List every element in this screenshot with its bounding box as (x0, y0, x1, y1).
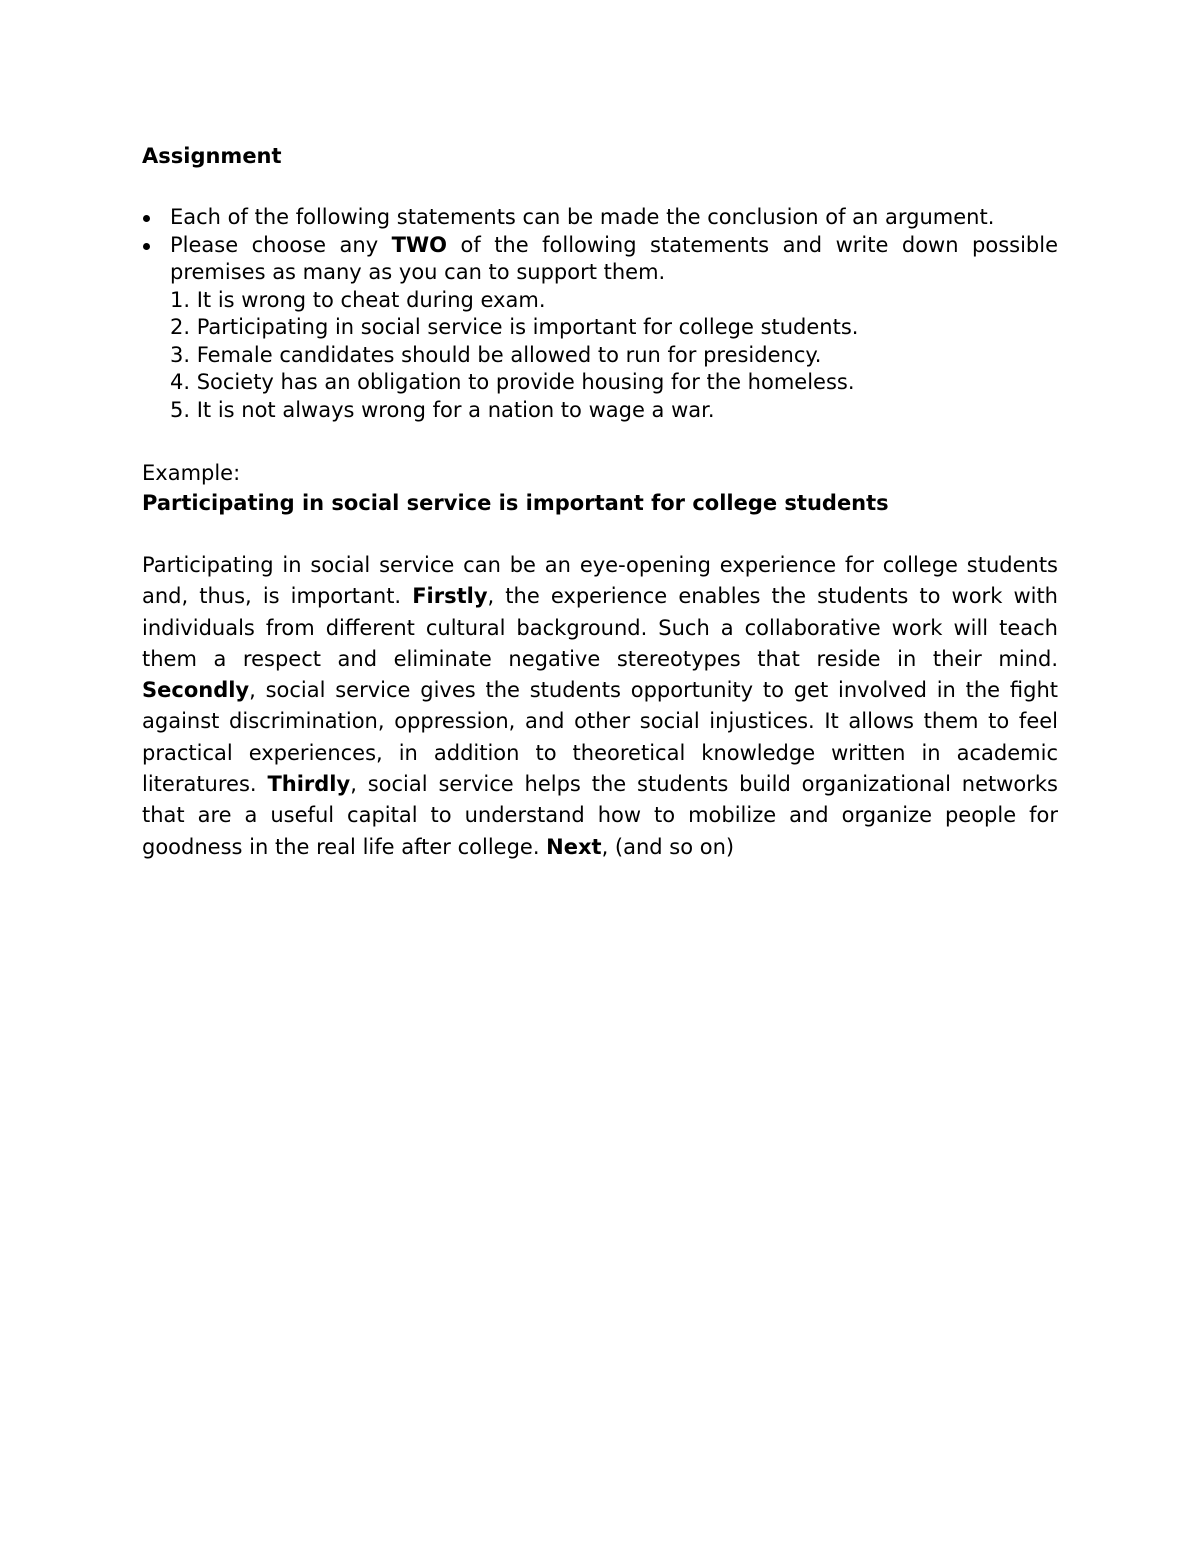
page-title: Assignment (142, 144, 282, 168)
bullet-icon (143, 243, 150, 250)
paragraph-text: , social service gives the students opportunity to get involved in the fight against discrimination, oppression, and other social injustices. It allows them to feel practical experiences, in addition to theoretical knowledge written in academic literatures. (142, 678, 1058, 797)
paragraph-keyword: Secondly (142, 678, 250, 703)
instruction-item (142, 204, 1058, 232)
instruction-text-end: of the following statements and write down possible premises as many as you can to support them. (170, 232, 1058, 284)
statement-item: 4. Society has an obligation to provide housing for the homeless. (170, 370, 855, 394)
statement-item: 5. It is not always wrong for a nation to wage a war. (170, 397, 715, 422)
paragraph-keyword: Firstly (412, 584, 488, 609)
instruction-emphasis: TWO (391, 232, 447, 257)
paragraph-text: Participating in social service can be an eye-opening experience for college students and, thus, is important. (142, 553, 1058, 609)
bullet-icon (143, 215, 150, 222)
instruction-text-start: Please choose any (170, 232, 392, 257)
paragraph-keyword: Next (546, 834, 602, 859)
statement-list (142, 287, 1058, 425)
example-paragraph (142, 550, 1058, 863)
example-heading: Participating in social service is important for college students (142, 491, 889, 515)
paragraph-text: , social service helps the students build organizational networks that are a useful capital to understand how to mobilize and organize people for goodness in the real life after college. (142, 772, 1058, 859)
paragraph-keyword: Thirdly (267, 772, 351, 797)
instruction-list (142, 204, 1058, 287)
paragraph-text: , (and so on) (601, 834, 735, 859)
statement-item: 3. Female candidates should be allowed to run for presidency. (170, 342, 822, 367)
statement-item: 1. It is wrong to cheat during exam. (170, 287, 546, 312)
instruction-item (142, 232, 1058, 287)
example-label: Example: (142, 461, 241, 485)
document-page (142, 140, 1058, 863)
paragraph-text: , the experience enables the students to work with individuals from different cultural background. Such a collaborative work will teach them a respect and eliminate negative stereotypes that reside in their mind. (142, 584, 1058, 671)
statement-item: 2. Participating in social service is important for college students. (170, 315, 859, 339)
instruction-text: Each of the following statements can be made the conclusion of an argument. (170, 205, 995, 229)
